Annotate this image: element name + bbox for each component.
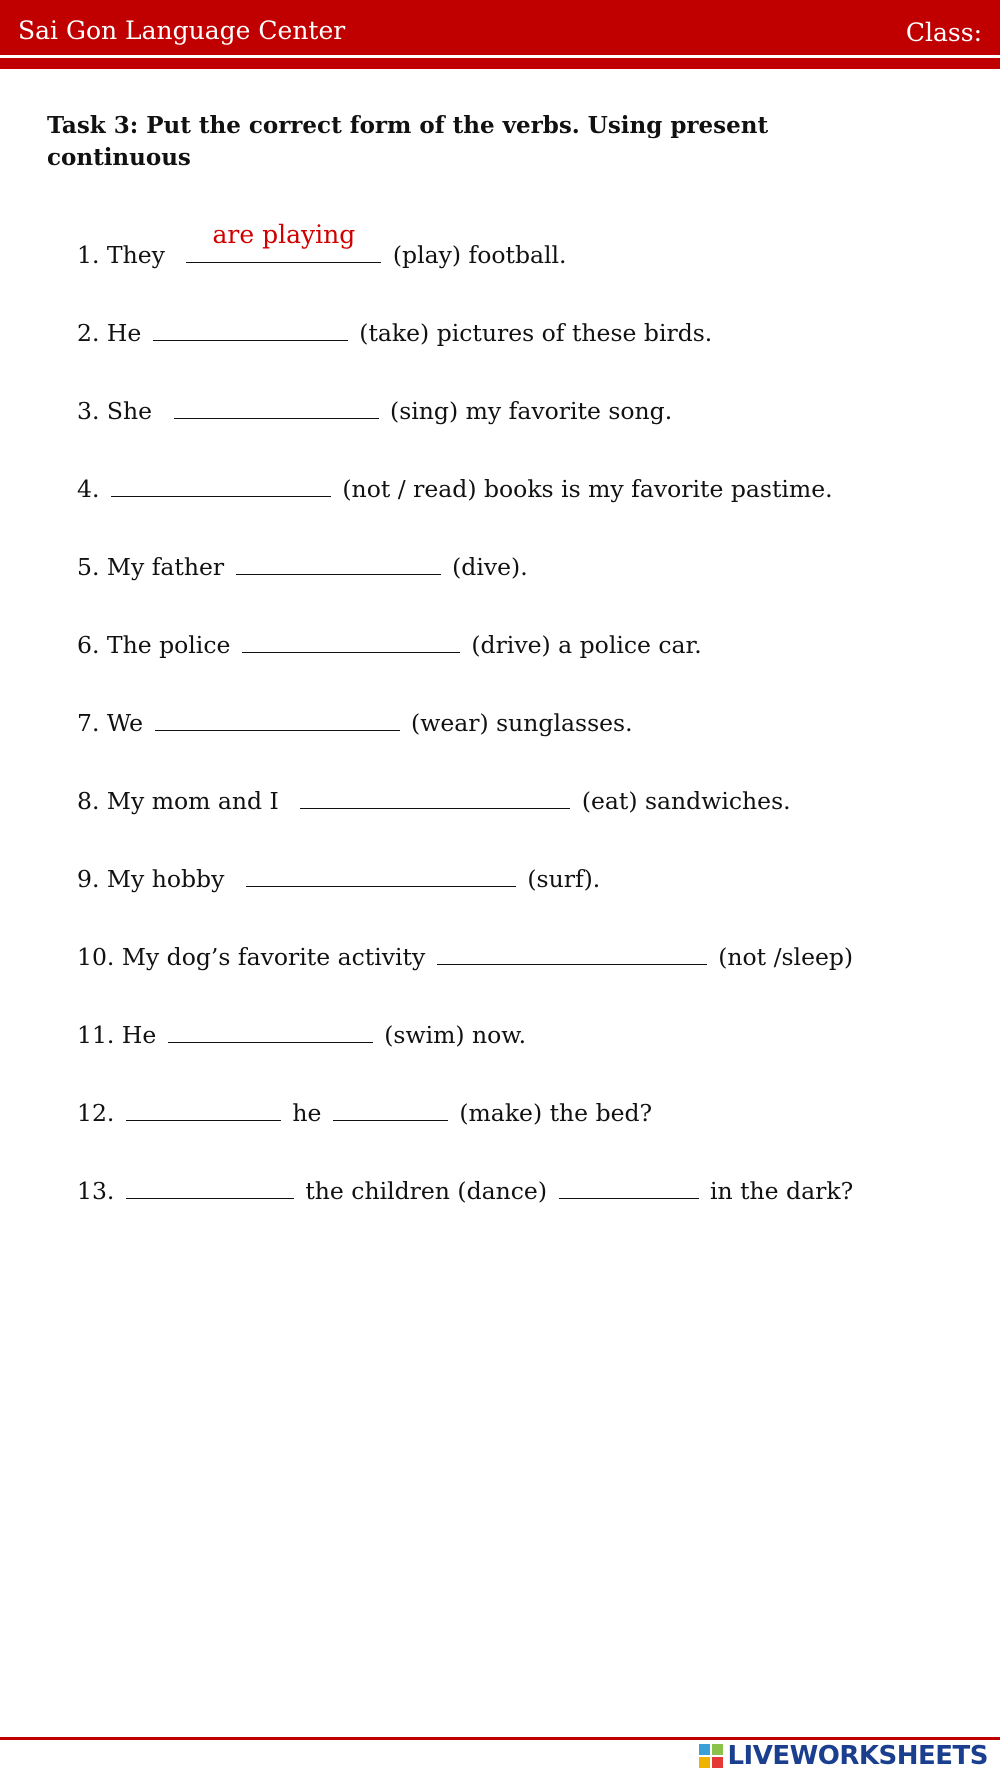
answer-blank[interactable]	[153, 318, 348, 341]
question-text: (swim) now.	[384, 1021, 527, 1049]
center-name: Sai Gon Language Center	[18, 16, 346, 45]
question-11	[77, 1018, 977, 1096]
question-2	[77, 316, 977, 394]
answer-blank[interactable]	[168, 1020, 373, 1043]
question-text: (wear) sunglasses.	[411, 709, 633, 737]
question-text: My hobby	[106, 865, 225, 893]
answer-blank[interactable]	[126, 1176, 294, 1199]
question-text: The police	[106, 631, 231, 659]
question-number: 8.	[77, 787, 100, 815]
answer-blank[interactable]	[126, 1098, 281, 1121]
question-text: She	[106, 397, 153, 425]
class-label: Class:	[905, 18, 982, 47]
answer-blank[interactable]	[333, 1098, 448, 1121]
question-13	[77, 1174, 977, 1252]
question-list	[77, 220, 977, 1252]
answer-blank[interactable]	[559, 1176, 699, 1199]
liveworksheets-logo	[699, 1741, 988, 1771]
question-number: 10.	[77, 943, 115, 971]
footer-divider	[0, 1737, 1000, 1740]
answer-blank[interactable]	[174, 396, 379, 419]
answer-text: are playing	[212, 220, 356, 249]
task-title: Task 3: Put the correct form of the verbs. Using present continuous	[47, 112, 769, 171]
question-10	[77, 940, 977, 1018]
answer-blank[interactable]	[242, 630, 460, 653]
question-text: (not / read) books is my favorite pastime.	[342, 475, 833, 503]
header-underline	[0, 58, 1000, 69]
logo-text: LIVEWORKSHEETS	[727, 1741, 988, 1771]
answer-blank[interactable]	[155, 708, 400, 731]
question-number: 11.	[77, 1021, 115, 1049]
answer-blank[interactable]	[246, 864, 516, 887]
question-1	[77, 220, 977, 316]
question-6	[77, 628, 977, 706]
question-number: 12.	[77, 1099, 115, 1127]
question-number: 2.	[77, 319, 100, 347]
question-text: (take) pictures of these birds.	[359, 319, 713, 347]
question-8	[77, 784, 977, 862]
question-text: He	[106, 319, 142, 347]
question-12	[77, 1096, 977, 1174]
question-5	[77, 550, 977, 628]
question-number: 5.	[77, 553, 100, 581]
question-3	[77, 394, 977, 472]
question-number: 1.	[77, 241, 100, 269]
question-text: My dog’s favorite activity	[121, 943, 426, 971]
question-text: They	[106, 241, 165, 269]
question-number: 4.	[77, 475, 100, 503]
question-text: (play) football.	[392, 241, 567, 269]
header-bar	[0, 0, 1000, 55]
question-text: He	[121, 1021, 157, 1049]
question-text: My father	[106, 553, 225, 581]
question-text: (surf).	[527, 865, 601, 893]
answer-blank[interactable]	[300, 786, 570, 809]
answer-blank[interactable]	[437, 942, 707, 965]
liveworksheets-logo-icon	[699, 1744, 723, 1768]
question-9	[77, 862, 977, 940]
question-text: (not /sleep)	[718, 943, 854, 971]
question-text: We	[106, 709, 144, 737]
question-7	[77, 706, 977, 784]
question-text: (sing) my favorite song.	[390, 397, 673, 425]
question-number: 6.	[77, 631, 100, 659]
question-number: 7.	[77, 709, 100, 737]
question-text: (dive).	[452, 553, 528, 581]
question-4	[77, 472, 977, 550]
question-text: in the dark?	[709, 1177, 854, 1205]
question-text: the children (dance)	[305, 1177, 548, 1205]
question-text: (eat) sandwiches.	[581, 787, 791, 815]
question-number: 13.	[77, 1177, 115, 1205]
question-text: My mom and I	[106, 787, 279, 815]
question-text: (drive) a police car.	[471, 631, 702, 659]
question-number: 9.	[77, 865, 100, 893]
answer-blank[interactable]	[111, 474, 331, 497]
question-text: (make) the bed?	[459, 1099, 653, 1127]
question-number: 3.	[77, 397, 100, 425]
answer-blank[interactable]	[186, 220, 381, 263]
question-text: he	[292, 1099, 322, 1127]
answer-blank[interactable]	[236, 552, 441, 575]
